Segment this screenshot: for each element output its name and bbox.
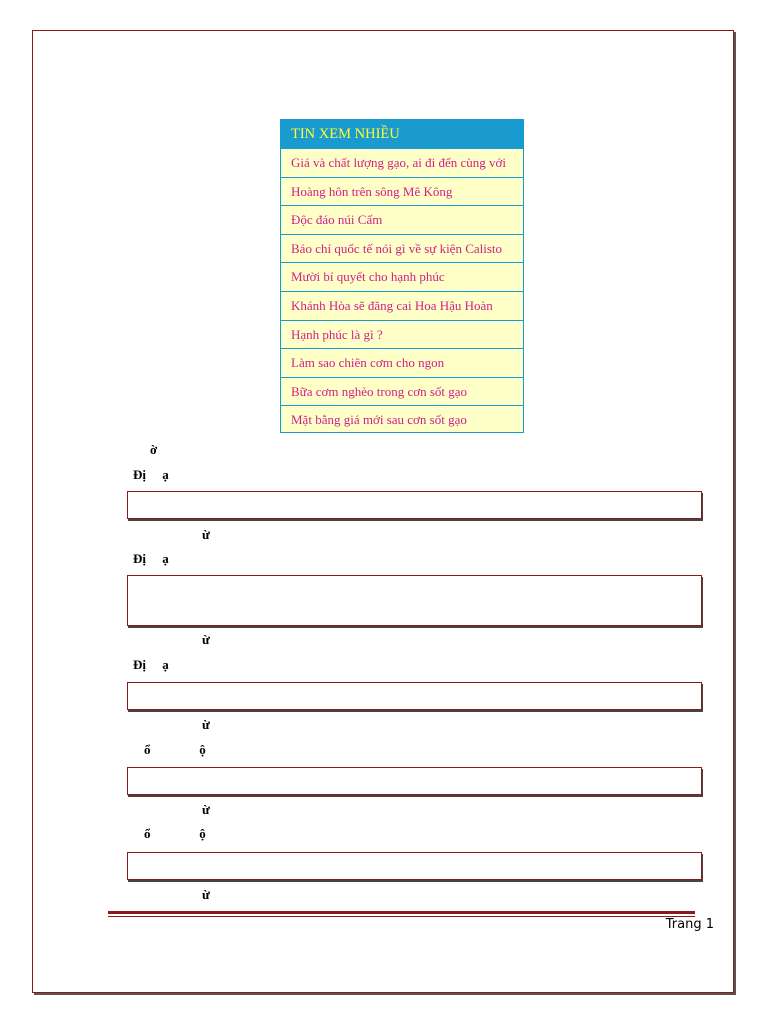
field-note-4: ừ xyxy=(202,802,210,817)
news-link[interactable]: Hạnh phúc là gì ? xyxy=(281,320,523,349)
footer-rule-thin xyxy=(108,916,695,917)
field-label-3: Đị ạ xyxy=(133,657,169,672)
news-link[interactable]: Độc đáo núi Cấm xyxy=(281,205,523,234)
news-link[interactable]: Làm sao chiên cơm cho ngon xyxy=(281,348,523,377)
text-field-3[interactable] xyxy=(127,682,702,710)
text-field-4[interactable] xyxy=(127,767,702,795)
most-viewed-news-box xyxy=(280,119,524,433)
news-link[interactable]: Báo chí quốc tế nói gì về sự kiện Calisto xyxy=(281,234,523,263)
field-label-1: Đị ạ xyxy=(133,467,169,482)
top-glyph: ờ xyxy=(150,442,158,457)
field-note-2: ừ xyxy=(202,632,210,647)
news-link[interactable]: Mười bí quyết cho hạnh phúc xyxy=(281,262,523,291)
news-link[interactable]: Hoàng hôn trên sông Mê Kông xyxy=(281,177,523,206)
field-note-3: ừ xyxy=(202,717,210,732)
news-link[interactable]: Bữa cơm nghèo trong cơn sốt gạo xyxy=(281,377,523,406)
text-field-5[interactable] xyxy=(127,852,702,880)
news-link[interactable]: Khánh Hòa sẽ đăng cai Hoa Hậu Hoàn xyxy=(281,291,523,320)
field-label-5: ổ ộ xyxy=(144,826,206,841)
field-label-4: ổ ộ xyxy=(144,742,206,757)
news-box-title: TIN XEM NHIỀU xyxy=(281,120,523,148)
footer-rule-thick xyxy=(108,911,695,914)
field-note-5: ừ xyxy=(202,887,210,902)
news-link[interactable]: Mặt bằng giá mới sau cơn sốt gạo xyxy=(281,405,523,433)
field-label-2: Đị ạ xyxy=(133,551,169,566)
field-note-1: ừ xyxy=(202,527,210,542)
news-link[interactable]: Giá và chất lượng gạo, ai đi đến cùng với xyxy=(281,148,523,177)
text-area-2[interactable] xyxy=(127,575,702,626)
page-number: Trang 1 xyxy=(665,917,714,932)
text-field-1[interactable] xyxy=(127,491,702,519)
